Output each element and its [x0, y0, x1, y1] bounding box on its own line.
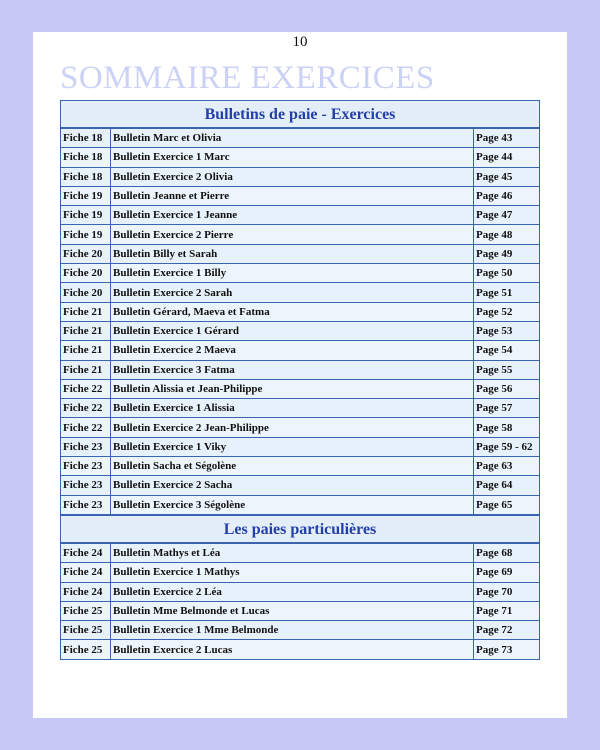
fiche-cell: Fiche 21	[61, 302, 111, 321]
entry-title-cell: Bulletin Exercice 2 Sacha	[111, 476, 474, 495]
entry-title-cell: Bulletin Exercice 2 Jean-Philippe	[111, 418, 474, 437]
fiche-cell: Fiche 19	[61, 186, 111, 205]
page-ref-cell: Page 68	[474, 543, 540, 562]
entry-title-cell: Bulletin Mme Belmonde et Lucas	[111, 601, 474, 620]
toc-row	[61, 640, 540, 659]
entry-title-cell: Bulletin Exercice 2 Léa	[111, 582, 474, 601]
page-ref-cell: Page 57	[474, 399, 540, 418]
entry-title-cell: Bulletin Exercice 2 Lucas	[111, 640, 474, 659]
toc-row	[61, 399, 540, 418]
page-ref-cell: Page 47	[474, 206, 540, 225]
entry-title-cell: Bulletin Sacha et Ségolène	[111, 457, 474, 476]
entry-title-cell: Bulletin Exercice 1 Billy	[111, 264, 474, 283]
toc-row	[61, 360, 540, 379]
fiche-cell: Fiche 21	[61, 321, 111, 340]
entry-title-cell: Bulletin Marc et Olivia	[111, 129, 474, 148]
entry-title-cell: Bulletin Billy et Sarah	[111, 244, 474, 263]
fiche-cell: Fiche 23	[61, 495, 111, 514]
page-ref-cell: Page 56	[474, 379, 540, 398]
page-title: SOMMAIRE EXERCICES	[60, 60, 435, 96]
fiche-cell: Fiche 20	[61, 264, 111, 283]
page-ref-cell: Page 54	[474, 341, 540, 360]
toc-row	[61, 582, 540, 601]
fiche-cell: Fiche 21	[61, 341, 111, 360]
fiche-cell: Fiche 19	[61, 206, 111, 225]
toc-row	[61, 264, 540, 283]
page-ref-cell: Page 64	[474, 476, 540, 495]
page-ref-cell: Page 73	[474, 640, 540, 659]
toc-row	[61, 186, 540, 205]
page-ref-cell: Page 65	[474, 495, 540, 514]
toc-row	[61, 457, 540, 476]
fiche-cell: Fiche 24	[61, 543, 111, 562]
page-ref-cell: Page 52	[474, 302, 540, 321]
page-ref-cell: Page 46	[474, 186, 540, 205]
fiche-cell: Fiche 18	[61, 148, 111, 167]
page-ref-cell: Page 71	[474, 601, 540, 620]
toc-row	[61, 495, 540, 514]
fiche-cell: Fiche 20	[61, 283, 111, 302]
page-ref-cell: Page 55	[474, 360, 540, 379]
fiche-cell: Fiche 21	[61, 360, 111, 379]
page-ref-cell: Page 43	[474, 129, 540, 148]
page-ref-cell: Page 58	[474, 418, 540, 437]
page-ref-cell: Page 49	[474, 244, 540, 263]
entry-title-cell: Bulletin Exercice 2 Pierre	[111, 225, 474, 244]
fiche-cell: Fiche 19	[61, 225, 111, 244]
fiche-cell: Fiche 23	[61, 476, 111, 495]
fiche-cell: Fiche 23	[61, 457, 111, 476]
toc-row	[61, 418, 540, 437]
entry-title-cell: Bulletin Exercice 3 Fatma	[111, 360, 474, 379]
document-page	[33, 32, 567, 718]
page-ref-cell: Page 50	[474, 264, 540, 283]
toc-table-bulletins	[60, 128, 540, 515]
entry-title-cell: Bulletin Exercice 2 Olivia	[111, 167, 474, 186]
toc-row	[61, 167, 540, 186]
page-ref-cell: Page 53	[474, 321, 540, 340]
section-header-paies-particulieres: Les paies particulières	[60, 515, 540, 543]
entry-title-cell: Bulletin Exercice 1 Alissia	[111, 399, 474, 418]
toc-row	[61, 601, 540, 620]
entry-title-cell: Bulletin Mathys et Léa	[111, 543, 474, 562]
page-number: 10	[292, 34, 308, 50]
page-ref-cell: Page 69	[474, 563, 540, 582]
entry-title-cell: Bulletin Exercice 2 Sarah	[111, 283, 474, 302]
toc-row	[61, 225, 540, 244]
toc-row	[61, 341, 540, 360]
entry-title-cell: Bulletin Alissia et Jean-Philippe	[111, 379, 474, 398]
page-ref-cell: Page 63	[474, 457, 540, 476]
toc-row	[61, 148, 540, 167]
page-ref-cell: Page 45	[474, 167, 540, 186]
entry-title-cell: Bulletin Exercice 1 Gérard	[111, 321, 474, 340]
toc-row	[61, 129, 540, 148]
entry-title-cell: Bulletin Jeanne et Pierre	[111, 186, 474, 205]
table-of-contents	[60, 100, 540, 660]
entry-title-cell: Bulletin Exercice 1 Marc	[111, 148, 474, 167]
entry-title-cell: Bulletin Exercice 1 Jeanne	[111, 206, 474, 225]
page-ref-cell: Page 51	[474, 283, 540, 302]
entry-title-cell: Bulletin Gérard, Maeva et Fatma	[111, 302, 474, 321]
toc-row	[61, 206, 540, 225]
toc-row	[61, 283, 540, 302]
fiche-cell: Fiche 24	[61, 563, 111, 582]
toc-row	[61, 244, 540, 263]
page-ref-cell: Page 59 - 62	[474, 437, 540, 456]
fiche-cell: Fiche 24	[61, 582, 111, 601]
fiche-cell: Fiche 18	[61, 129, 111, 148]
page-ref-cell: Page 48	[474, 225, 540, 244]
toc-row	[61, 437, 540, 456]
toc-table-paies-particulieres	[60, 543, 540, 660]
page-ref-cell: Page 44	[474, 148, 540, 167]
toc-row	[61, 379, 540, 398]
toc-row	[61, 476, 540, 495]
toc-row	[61, 543, 540, 562]
page-ref-cell: Page 70	[474, 582, 540, 601]
fiche-cell: Fiche 18	[61, 167, 111, 186]
fiche-cell: Fiche 22	[61, 399, 111, 418]
entry-title-cell: Bulletin Exercice 3 Ségolène	[111, 495, 474, 514]
fiche-cell: Fiche 25	[61, 621, 111, 640]
fiche-cell: Fiche 25	[61, 640, 111, 659]
toc-row	[61, 302, 540, 321]
entry-title-cell: Bulletin Exercice 1 Viky	[111, 437, 474, 456]
entry-title-cell: Bulletin Exercice 2 Maeva	[111, 341, 474, 360]
fiche-cell: Fiche 23	[61, 437, 111, 456]
fiche-cell: Fiche 22	[61, 418, 111, 437]
section-header-bulletins: Bulletins de paie - Exercices	[60, 100, 540, 128]
fiche-cell: Fiche 25	[61, 601, 111, 620]
toc-row	[61, 621, 540, 640]
fiche-cell: Fiche 22	[61, 379, 111, 398]
fiche-cell: Fiche 20	[61, 244, 111, 263]
entry-title-cell: Bulletin Exercice 1 Mathys	[111, 563, 474, 582]
toc-row	[61, 563, 540, 582]
page-ref-cell: Page 72	[474, 621, 540, 640]
entry-title-cell: Bulletin Exercice 1 Mme Belmonde	[111, 621, 474, 640]
toc-row	[61, 321, 540, 340]
